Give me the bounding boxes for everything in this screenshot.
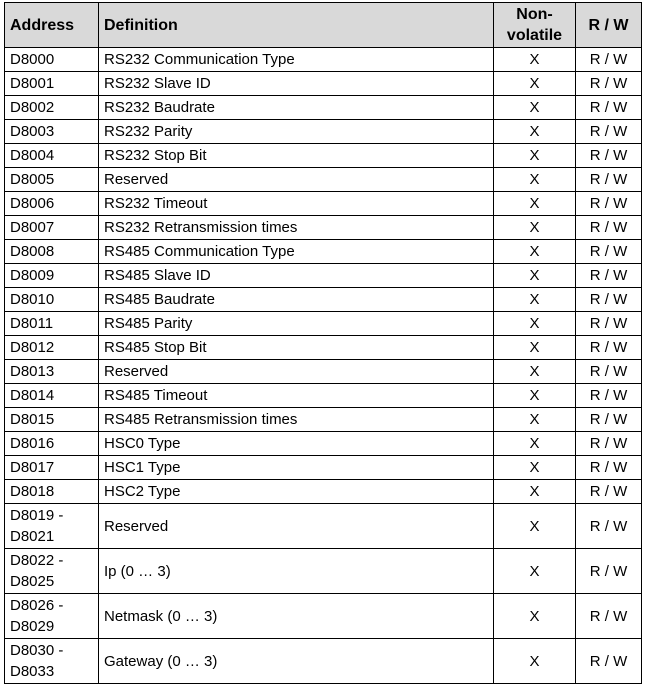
cell-definition: RS485 Retransmission times [99,408,494,432]
address-text: D8022 - [10,552,64,569]
cell-definition: HSC2 Type [99,480,494,504]
address-text: D8026 - [10,597,64,614]
cell-rw: R / W [576,48,642,72]
cell-non-volatile: X [494,504,576,549]
address-text: D8017 [10,459,55,476]
address-text: D8015 [10,411,55,428]
cell-definition: RS232 Stop Bit [99,144,494,168]
cell-non-volatile: X [494,168,576,192]
register-table [4,2,642,684]
cell-rw: R / W [576,144,642,168]
cell-non-volatile: X [494,120,576,144]
header-definition: Definition [99,3,494,48]
cell-address [5,264,99,288]
cell-rw: R / W [576,480,642,504]
address-text: D8014 [10,387,55,404]
cell-definition: Ip (0 … 3) [99,549,494,594]
cell-definition: RS485 Slave ID [99,264,494,288]
table-row [5,288,642,312]
cell-rw: R / W [576,549,642,594]
cell-rw: R / W [576,120,642,144]
cell-rw: R / W [576,456,642,480]
cell-rw: R / W [576,72,642,96]
cell-address [5,432,99,456]
cell-address [5,480,99,504]
table-row [5,549,642,594]
header-non-volatile-line2: volatile [506,27,563,44]
table-row [5,432,642,456]
cell-address [5,456,99,480]
table-row [5,408,642,432]
cell-address [5,336,99,360]
table-row [5,216,642,240]
header-row [5,3,642,48]
cell-definition: RS232 Timeout [99,192,494,216]
table-row [5,120,642,144]
cell-rw: R / W [576,594,642,639]
cell-address [5,48,99,72]
address-text: D8006 [10,195,55,212]
cell-address [5,120,99,144]
cell-address [5,384,99,408]
table-row [5,264,642,288]
cell-non-volatile: X [494,594,576,639]
address-range-end: D8025 [10,573,55,590]
cell-definition: RS232 Slave ID [99,72,494,96]
cell-rw: R / W [576,384,642,408]
cell-definition: RS485 Communication Type [99,240,494,264]
cell-address [5,504,99,549]
cell-non-volatile: X [494,639,576,684]
address-text: D8016 [10,435,55,452]
header-non-volatile [494,3,576,48]
address-text: D8002 [10,99,55,116]
table-row [5,168,642,192]
cell-address [5,288,99,312]
table-row [5,384,642,408]
table-row [5,96,642,120]
address-text: D8012 [10,339,55,356]
table-body [5,48,642,684]
cell-non-volatile: X [494,240,576,264]
cell-definition: RS485 Timeout [99,384,494,408]
cell-non-volatile: X [494,336,576,360]
address-range-end: D8021 [10,528,55,545]
table-row [5,456,642,480]
cell-rw: R / W [576,504,642,549]
table-row [5,336,642,360]
cell-address [5,594,99,639]
address-text: D8019 - [10,507,64,524]
cell-non-volatile: X [494,144,576,168]
cell-non-volatile: X [494,384,576,408]
address-text: D8013 [10,363,55,380]
cell-non-volatile: X [494,480,576,504]
cell-rw: R / W [576,192,642,216]
table-row [5,594,642,639]
cell-non-volatile: X [494,432,576,456]
cell-rw: R / W [576,288,642,312]
cell-address [5,192,99,216]
address-text: D8018 [10,483,55,500]
address-text: D8011 [10,315,54,332]
address-text: D8007 [10,219,55,236]
cell-non-volatile: X [494,312,576,336]
cell-non-volatile: X [494,96,576,120]
table-row [5,240,642,264]
cell-address [5,408,99,432]
cell-rw: R / W [576,360,642,384]
cell-definition: Reserved [99,360,494,384]
table-row [5,480,642,504]
cell-rw: R / W [576,96,642,120]
cell-non-volatile: X [494,216,576,240]
cell-non-volatile: X [494,360,576,384]
cell-definition: Reserved [99,504,494,549]
header-address: Address [5,3,99,48]
cell-definition: RS232 Baudrate [99,96,494,120]
cell-non-volatile: X [494,288,576,312]
cell-address [5,168,99,192]
cell-address [5,240,99,264]
cell-definition: HSC0 Type [99,432,494,456]
cell-rw: R / W [576,336,642,360]
cell-definition: RS232 Communication Type [99,48,494,72]
table-row [5,639,642,684]
table-row [5,192,642,216]
cell-non-volatile: X [494,408,576,432]
cell-non-volatile: X [494,192,576,216]
cell-definition: RS485 Parity [99,312,494,336]
address-text: D8001 [10,75,55,92]
table-row [5,504,642,549]
cell-non-volatile: X [494,456,576,480]
cell-rw: R / W [576,240,642,264]
cell-address [5,312,99,336]
cell-definition: HSC1 Type [99,456,494,480]
address-text: D8010 [10,291,55,308]
cell-definition: RS485 Baudrate [99,288,494,312]
table-row [5,360,642,384]
address-text: D8008 [10,243,55,260]
cell-non-volatile: X [494,264,576,288]
table-row [5,144,642,168]
cell-address [5,549,99,594]
cell-rw: R / W [576,168,642,192]
header-rw: R / W [576,3,642,48]
address-text: D8000 [10,51,55,68]
address-text: D8003 [10,123,55,140]
address-text: D8004 [10,147,55,164]
cell-non-volatile: X [494,48,576,72]
cell-non-volatile: X [494,549,576,594]
cell-address [5,360,99,384]
cell-definition: Netmask (0 … 3) [99,594,494,639]
cell-definition: Gateway (0 … 3) [99,639,494,684]
cell-definition: Reserved [99,168,494,192]
cell-rw: R / W [576,312,642,336]
cell-rw: R / W [576,216,642,240]
cell-definition: RS485 Stop Bit [99,336,494,360]
table-header [5,3,642,48]
cell-rw: R / W [576,264,642,288]
address-text: D8005 [10,171,55,188]
cell-rw: R / W [576,408,642,432]
address-text: D8030 - [10,642,64,659]
address-text: D8009 [10,267,55,284]
table-row [5,48,642,72]
header-non-volatile-line1: Non- [516,6,553,23]
table-row [5,312,642,336]
cell-address [5,216,99,240]
cell-address [5,639,99,684]
cell-definition: RS232 Retransmission times [99,216,494,240]
address-range-end: D8029 [10,618,55,635]
cell-rw: R / W [576,432,642,456]
cell-address [5,144,99,168]
cell-address [5,96,99,120]
address-range-end: D8033 [10,663,55,680]
cell-address [5,72,99,96]
cell-rw: R / W [576,639,642,684]
table-row [5,72,642,96]
cell-definition: RS232 Parity [99,120,494,144]
cell-non-volatile: X [494,72,576,96]
